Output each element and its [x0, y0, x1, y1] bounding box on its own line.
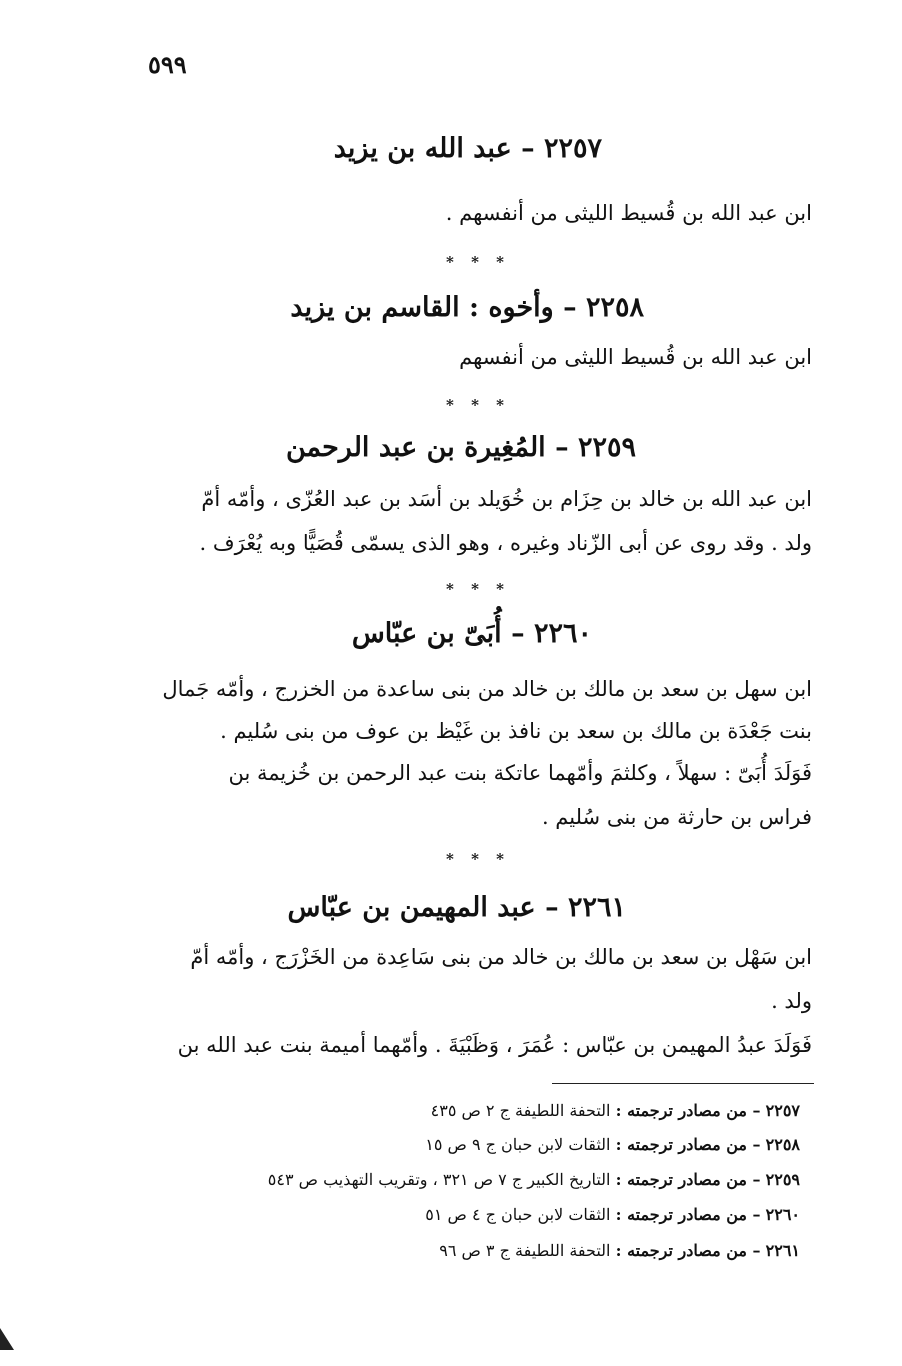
entry-title-2259: ٢٢٥٩ – المُغِيرة بن عبد الرحمن — [285, 432, 636, 463]
footnote-text: الثقات لابن حبان ج ٤ ص ٥١ — [425, 1205, 611, 1224]
scan-corner-mark — [0, 1328, 14, 1350]
footnote-2258 — [425, 1134, 800, 1156]
entry-2260-line-3: فَوَلَدَ أُبَىّ : سهلاً ، وكلثمَ وأمّهما عاتكة بنت عبد الرحمن بن خُزيمة بن — [228, 761, 812, 785]
entry-title-2260: ٢٢٦٠ – أُبَىّ بن عبّاس — [351, 618, 592, 649]
page-number: ٥٩٩ — [148, 50, 187, 79]
entry-title-2258: ٢٢٥٨ – وأخوه : القاسم بن يزيد — [290, 292, 644, 323]
entry-2260-line-1: ابن سهل بن سعد بن مالك بن خالد من بنى ساعدة من الخزرج ، وأمّه جَمال — [162, 677, 812, 701]
footnote-label: – من مصادر ترجمته : — [615, 1205, 761, 1224]
entry-2259-line-2: ولد . وقد روى عن أبى الزّناد وغيره ، وهو الذى يسمّى قُصَيًّا وبه يُعْرَف . — [199, 531, 812, 555]
entry-2257-line-1: ابن عبد الله بن قُسيط الليثى من أنفسهم . — [445, 201, 812, 225]
entry-title-2257: ٢٢٥٧ – عبد الله بن يزيد — [333, 133, 602, 164]
footnote-2261 — [439, 1240, 800, 1262]
entry-2260-line-4: فراس بن حارثة من بنى سُليم . — [541, 805, 812, 829]
footnote-label: – من مصادر ترجمته : — [615, 1135, 761, 1154]
entry-2259-line-1: ابن عبد الله بن خالد بن حِزَام بن خُوَيلد بن أسَد بن عبد العُزّى ، وأمّه أمّ — [201, 487, 812, 511]
footnote-label: – من مصادر ترجمته : — [615, 1170, 761, 1189]
entry-2261-line-3: فَوَلَدَ عبدُ المهيمن بن عبّاس : عُمَرَ ، وَظَبْيَةَ . وأمّهما أميمة بنت عبد الله بن — [177, 1033, 812, 1057]
entry-title-2261: ٢٢٦١ – عبد المهيمن بن عبّاس — [287, 892, 626, 923]
footnote-label: – من مصادر ترجمته : — [615, 1101, 761, 1120]
footnote-number: ٢٢٥٧ — [765, 1101, 800, 1120]
separator-stars: * * * — [446, 396, 510, 414]
footnote-2259 — [268, 1169, 800, 1191]
entry-2261-line-2: ولد . — [771, 989, 812, 1013]
footnote-number: ٢٢٥٨ — [765, 1135, 800, 1154]
footnote-2257 — [431, 1100, 800, 1122]
separator-stars: * * * — [446, 580, 510, 598]
entry-2260-line-2: بنت جَعْدَة بن مالك بن سعد بن نافذ بن غَيْظ بن عوف من بنى سُليم . — [220, 719, 812, 743]
entry-2261-line-1: ابن سَهْل بن سعد بن مالك بن خالد من بنى سَاعِدة من الخَزْرَج ، وأمّه أمّ — [190, 945, 812, 969]
separator-stars: * * * — [446, 850, 510, 868]
footnote-text: التحفة اللطيفة ج ٣ ص ٩٦ — [439, 1241, 611, 1260]
footnote-text: الثقات لابن حبان ج ٩ ص ١٥ — [425, 1135, 611, 1154]
footnote-2260 — [425, 1204, 800, 1226]
footnote-rule — [552, 1083, 814, 1084]
footnote-text: التحفة اللطيفة ج ٢ ص ٤٣٥ — [430, 1101, 611, 1120]
entry-2258-line-1: ابن عبد الله بن قُسيط الليثى من أنفسهم — [459, 345, 812, 369]
footnote-number: ٢٢٦٠ — [765, 1205, 800, 1224]
footnote-number: ٢٢٥٩ — [765, 1170, 800, 1189]
footnote-number: ٢٢٦١ — [765, 1241, 800, 1260]
footnote-text: التاريخ الكبير ج ٧ ص ٣٢١ ، وتقريب التهذيب ص ٥٤٣ — [267, 1170, 611, 1189]
footnote-label: – من مصادر ترجمته : — [615, 1241, 761, 1260]
separator-stars: * * * — [446, 253, 510, 271]
